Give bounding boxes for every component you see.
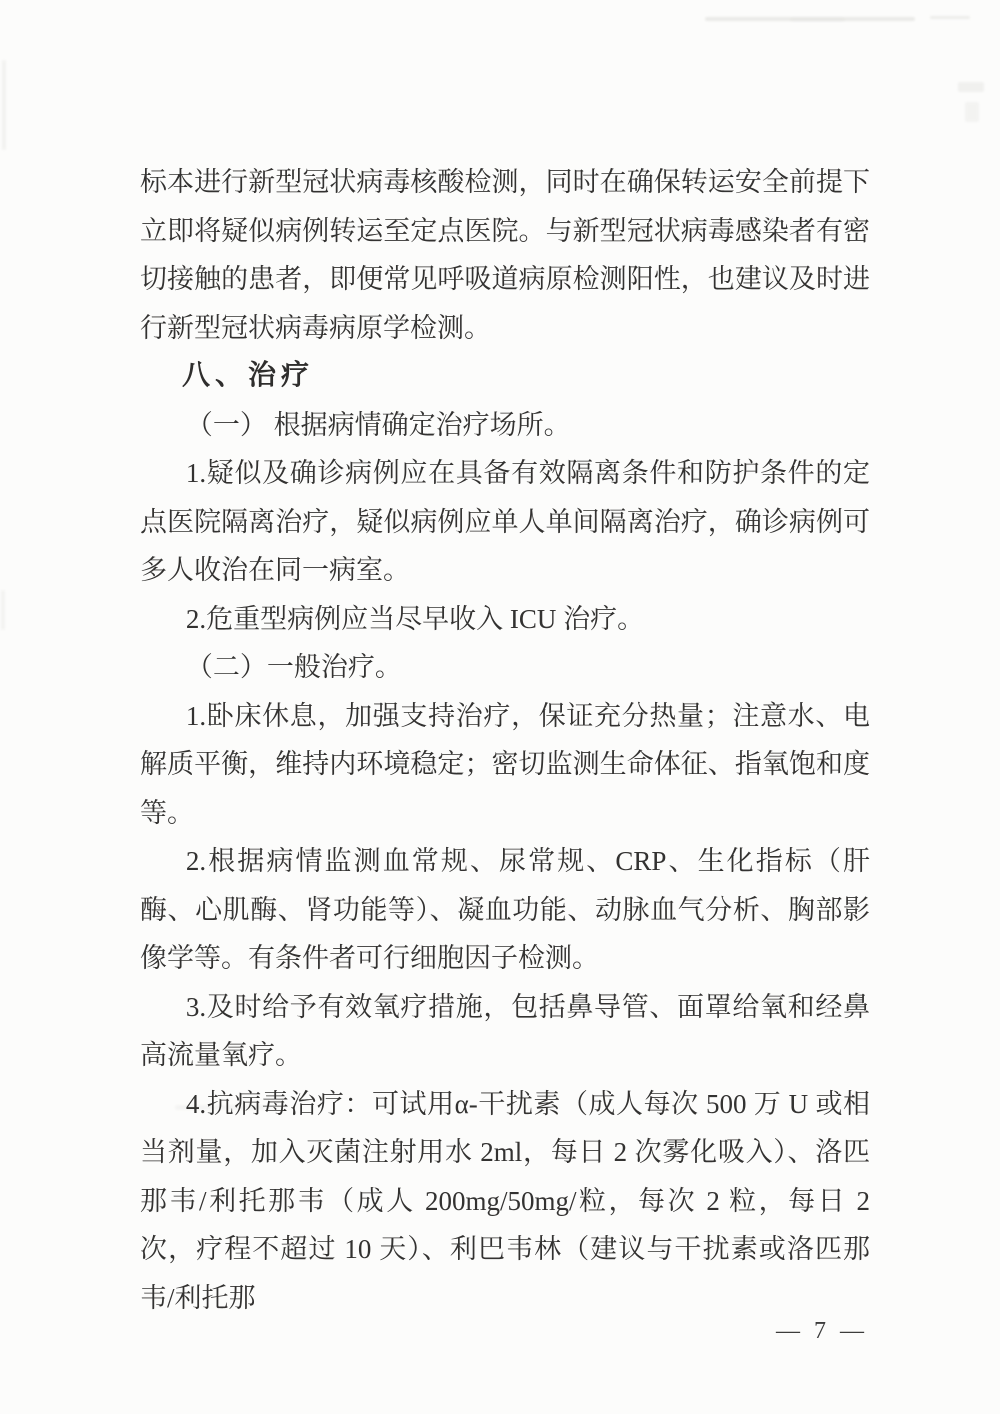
paragraph-bed-rest: 1.卧床休息，加强支持治疗，保证充分热量；注意水、电解质平衡，维持内环境稳定；密切监测生命体征、指氧饱和度等。 [140,700,870,828]
section-heading-treatment: 八、治疗 [182,360,315,391]
subsection-general-treatment: （二）一般治疗。 [185,652,402,682]
scan-artifact [2,60,6,150]
scan-artifact [1,590,5,630]
page-number: — 7 — [776,1318,868,1344]
paragraph-oxygen-therapy: 3.及时给予有效氧疗措施，包括鼻导管、面罩给氧和经鼻高流量氧疗。 [140,991,870,1070]
paragraph-antiviral-treatment: 4.抗病毒治疗：可试用α-干扰素（成人每次 500 万 U 或相当剂量，加入灭菌注射用水 2ml，每日 2 次雾化吸入）、洛匹那韦/利托那韦（成人 200mg/50mg/粒，每次 2 粒，每日 2 次，疗程不超过 10 天）、利巴韦林（建议与干扰素或洛匹那韦/利托那 [140,1088,870,1313]
subsection-treatment-location: （一） 根据病情确定治疗场所。 [185,409,571,440]
paragraph-specimen-testing: 标本进行新型冠状病毒核酸检测，同时在确保转运安全前提下立即将疑似病例转运至定点医院。与新型冠状病毒感染者有密切接触的患者，即便常见呼吸道病原检测阳性，也建议及时进行新型冠状病毒病原学检测。 [140,167,870,343]
paragraph-monitoring: 2.根据病情监测血常规、尿常规、CRP、生化指标（肝酶、心肌酶、肾功能等）、凝血功能、动脉血气分析、胸部影像学等。有条件者可行细胞因子检测。 [140,846,870,973]
document-body [140,158,870,1322]
scan-artifact [930,16,970,19]
paragraph-icu-admission: 2.危重型病例应当尽早收入 ICU 治疗。 [185,603,645,634]
scan-artifact [790,18,845,21]
scan-artifact [958,82,984,92]
scan-artifact [965,102,979,122]
paragraph-isolation-treatment: 1.疑似及确诊病例应在具备有效隔离条件和防护条件的定点医院隔离治疗，疑似病例应单人单间隔离治疗，确诊病例可多人收治在同一病室。 [140,458,870,585]
